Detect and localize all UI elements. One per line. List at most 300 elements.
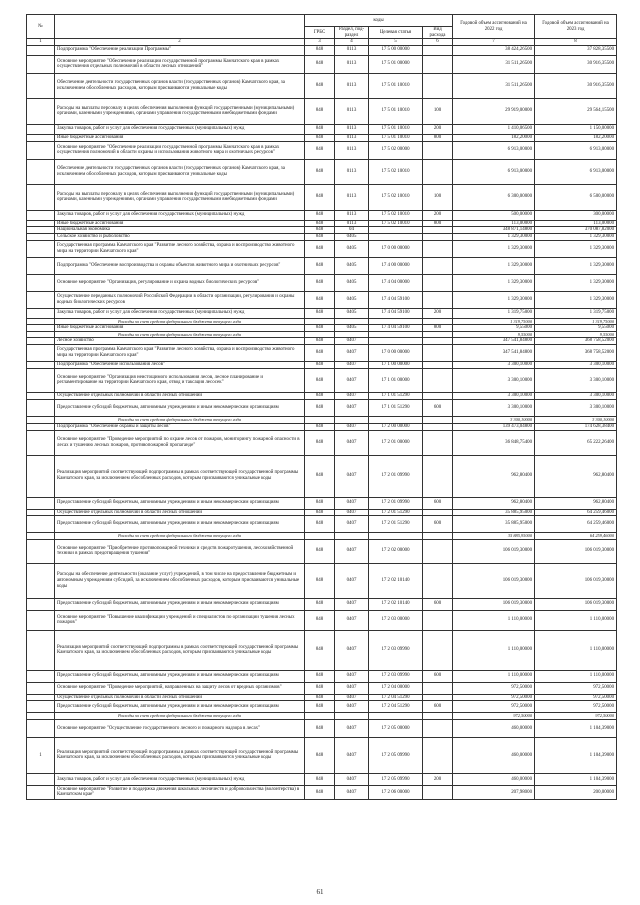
grbs-code: 848 [305,325,335,332]
section-code: 0407 [335,610,369,630]
target-code: 17 2 03 09990 [369,670,423,682]
row-number [27,134,55,141]
grbs-code [305,713,335,720]
amount-2022: 6 300,00000 [453,184,535,210]
amount-2022: 347 541,84800 [453,338,535,345]
expense-kind: 800 [423,220,453,227]
target-code: 17 2 01 51290 [369,516,423,533]
amount-2023: 1 104,39000 [535,719,617,737]
expense-kind [423,509,453,516]
grbs-code: 848 [305,308,335,318]
amount-2022: 962,80400 [453,497,535,509]
amount-2023: 64 259,46000 [535,509,617,516]
section-code: 0407 [335,338,369,345]
amount-2023: 6 913,00000 [535,159,617,184]
target-code: 17 5 01 00000 [369,55,423,73]
amount-2022: 106 019,30000 [453,598,535,610]
table-row [27,55,617,73]
section-code: 0407 [335,682,369,694]
section-code: 0407 [335,368,369,392]
expense-kind [423,361,453,368]
grbs-code: 848 [305,184,335,210]
section-code: 0407 [335,361,369,368]
expense-name: Предоставление субсидий бюджетным, автономным учреждениям и иным некоммерческим организациям [55,516,305,533]
target-code: 17 2 04 00000 [369,682,423,694]
target-code [369,331,423,338]
row-number [27,598,55,610]
expense-kind [423,563,453,598]
row-number [27,773,55,785]
target-code: 17 4 04 59100 [369,325,423,332]
grbs-code: 848 [305,430,335,455]
expense-kind [423,240,453,257]
grbs-code [305,416,335,423]
expense-name: Основное мероприятие "Приобретение противопожарной техники и средств пожаротушения, лесохозяйственной техники в рамках предотвращения тушения" [55,539,305,563]
target-code: 17 1 01 51290 [369,399,423,416]
section-code: 0407 [335,539,369,563]
amount-2022: 3 300,10000 [453,392,535,399]
row-number [27,361,55,368]
grbs-code: 848 [305,134,335,141]
target-code: 17 2 04 51290 [369,701,423,713]
amount-2023: 29 564,15500 [535,98,617,124]
grbs-code: 848 [305,45,335,55]
section-code: 0113 [335,184,369,210]
row-number [27,509,55,516]
grbs-code: 848 [305,233,335,240]
table-row [27,773,617,785]
section-code: 0407 [335,773,369,785]
expense-kind [423,785,453,799]
target-code: 17 2 03 09990 [369,630,423,670]
grbs-code: 848 [305,682,335,694]
section-code: 0405 [335,274,369,291]
expense-kind [423,227,453,234]
amount-2023: 1 319,75000 [535,308,617,318]
amount-2023: 1 329,30000 [535,257,617,274]
amount-2023: 300,00000 [535,210,617,220]
target-code: 17 2 02 10140 [369,563,423,598]
amount-2023: 972,50000 [535,701,617,713]
grbs-code: 848 [305,423,335,430]
amount-2023: 106 019,30000 [535,598,617,610]
target-code [369,533,423,540]
row-number [27,318,55,325]
grbs-code: 848 [305,291,335,308]
expense-name: Предоставление субсидий бюджетным, автономным учреждениям и иным некоммерческим организациям [55,701,305,713]
funding-note: Расходы за счет средств федерального бюджета текущего года [55,416,305,423]
amount-2022: 35 885,95000 [453,516,535,533]
section-code: 0405 [335,325,369,332]
amount-2022: 3 300,10000 [453,416,535,423]
row-number [27,45,55,55]
col-index: 5 [369,39,423,46]
funding-note-row [27,533,617,540]
amount-2022: 1 329,30000 [453,233,535,240]
section-code: 0407 [335,344,369,361]
expense-kind: 200 [423,210,453,220]
table-row [27,610,617,630]
row-number [27,670,55,682]
col-index: 1 [27,39,55,46]
row-number [27,344,55,361]
section-code: 0405 [335,308,369,318]
amount-2023: 30 916,35500 [535,73,617,98]
row-number [27,610,55,630]
row-number [27,694,55,701]
section-code: 0407 [335,399,369,416]
section-code: 0407 [335,509,369,516]
row-number [27,227,55,234]
funding-note: Расходы за счет средств федерального бюджета текущего года [55,533,305,540]
amount-2023: 37 828,35500 [535,45,617,55]
target-code: 17 4 00 00000 [369,257,423,274]
table-row [27,159,617,184]
target-code: 17 2 05 09990 [369,773,423,785]
amount-2023: 6 913,00000 [535,141,617,159]
amount-2022: 1 329,30000 [453,291,535,308]
expense-name: Осуществление отдельных полномочий в области лесных отношений [55,509,305,516]
amount-2023: 174 628,38400 [535,423,617,430]
amount-2023: 1 329,30000 [535,233,617,240]
table-row [27,682,617,694]
expense-kind [423,737,453,773]
col-codes: коды [305,15,453,27]
expense-kind [423,368,453,392]
expense-kind [423,416,453,423]
target-code: 17 1 01 00000 [369,368,423,392]
row-number [27,184,55,210]
section-code: 04 [335,227,369,234]
expense-name: Подпрограмма "Обеспечение охраны и защиты лесов" [55,423,305,430]
expense-kind [423,713,453,720]
expense-kind [423,338,453,345]
table-row [27,98,617,124]
amount-2023: 1 110,00000 [535,610,617,630]
table-row [27,630,617,670]
section-code: 0407 [335,670,369,682]
amount-2022: 3 300,10000 [453,361,535,368]
table-row [27,73,617,98]
grbs-code: 848 [305,257,335,274]
amount-2023: 6 500,00000 [535,184,617,210]
expense-kind [423,610,453,630]
expense-name: Национальная экономика [55,227,305,234]
target-code: 17 4 04 59100 [369,308,423,318]
expense-name: Подпрограмма "Обеспечение воспроизводства и охраны объектов животного мира и охотничьих ресурсов" [55,257,305,274]
table-row [27,184,617,210]
row-number [27,368,55,392]
grbs-code: 848 [305,737,335,773]
table-row [27,455,617,497]
amount-2023: 1 150,00000 [535,124,617,134]
funding-note: Расходы за счет средств федерального бюджета текущего года [55,713,305,720]
section-code: 0405 [335,257,369,274]
table-row [27,220,617,227]
budget-table [26,14,617,800]
row-number [27,713,55,720]
row-number [27,430,55,455]
table-row [27,325,617,332]
amount-2023: 1 319,75000 [535,318,617,325]
target-code: 17 2 01 09990 [369,455,423,497]
expense-kind [423,257,453,274]
grbs-code [305,318,335,325]
expense-name: Закупка товаров, работ и услуг для обеспечения государственных (муниципальных) нужд [55,773,305,785]
amount-2022: 9,55000 [453,325,535,332]
expense-kind [423,392,453,399]
expense-name: Предоставление субсидий бюджетным, автономным учреждениям и иным некоммерческим организациям [55,670,305,682]
amount-2023: 65 222,26400 [535,430,617,455]
section-code: 0405 [335,240,369,257]
amount-2023: 1 104,39000 [535,773,617,785]
table-row [27,233,617,240]
expense-name: Обеспечение деятельности государственных органов власти (государственных органов) Камчатского края, за исключением обособленных расходов, которым присваиваются уникальные коды [55,73,305,98]
expense-name: Основное мероприятие "Повышение квалификации учреждений и специалистов по организации тушения лесных пожаров" [55,610,305,630]
amount-2023: 64 259,46000 [535,533,617,540]
row-number [27,630,55,670]
section-code: 0113 [335,124,369,134]
section-code: 0407 [335,497,369,509]
column-index-row [27,39,617,46]
row-number [27,563,55,598]
target-code: 17 2 05 00000 [369,719,423,737]
expense-name: Закупка товаров, работ и услуг для обеспечения государственных (муниципальных) нужд [55,210,305,220]
table-row [27,509,617,516]
expense-kind [423,274,453,291]
section-code: 0113 [335,98,369,124]
amount-2022: 3 300,10000 [453,368,535,392]
grbs-code: 848 [305,785,335,799]
target-code: 17 5 00 00000 [369,45,423,55]
amount-2022: 9,55000 [453,331,535,338]
expense-name: Подпрограмма "Обеспечение использования лесов" [55,361,305,368]
expense-kind [423,719,453,737]
section-code: 0113 [335,159,369,184]
table-row [27,344,617,361]
amount-2022: 1 329,30000 [453,240,535,257]
expense-kind [423,682,453,694]
target-code: 17 5 02 10010 [369,159,423,184]
target-code: 17 5 02 10010 [369,220,423,227]
col-index: 2 [55,39,305,46]
section-code: 0407 [335,785,369,799]
amount-2023: 368 758,52000 [535,344,617,361]
amount-2023: 3 300,10000 [535,368,617,392]
expense-name: Государственная программа Камчатского края "Развитие лесного хозяйства, охрана и воспроизводство животного мира на территории Камчатского края" [55,240,305,257]
col-index: 6 [423,39,453,46]
expense-kind: 100 [423,184,453,210]
section-code: 0407 [335,694,369,701]
row-number [27,220,55,227]
amount-2022: 1 110,00000 [453,630,535,670]
row-number [27,159,55,184]
grbs-code: 848 [305,220,335,227]
amount-2022: 348 871,14800 [453,227,535,234]
section-code [335,318,369,325]
expense-name: Реализация мероприятий соответствующей подпрограммы в рамках соответствующей государственной программы Камчатского края, за исключением обособленных расходов, которым присваиваются уникальные коды [55,455,305,497]
expense-name: Предоставление субсидий бюджетным, автономным учреждениям и иным некоммерческим организациям [55,598,305,610]
section-code [335,416,369,423]
amount-2023: 972,50000 [535,713,617,720]
expense-kind: 800 [423,134,453,141]
amount-2022: 460,00000 [453,719,535,737]
table-row [27,274,617,291]
grbs-code: 848 [305,141,335,159]
target-code: 17 2 02 00000 [369,539,423,563]
row-number [27,141,55,159]
amount-2022: 962,80400 [453,455,535,497]
section-code: 0113 [335,210,369,220]
section-code: 0407 [335,630,369,670]
amount-2022: 1 410,06500 [453,124,535,134]
table-row [27,719,617,737]
expense-name: Реализация мероприятий соответствующей подпрограммы в рамках соответствующей государственной программы Камчатского края, за исключением обособленных расходов, которым присваиваются уникальные коды [55,630,305,670]
target-code [369,233,423,240]
expense-kind: 600 [423,670,453,682]
amount-2023: 9,55000 [535,325,617,332]
grbs-code: 848 [305,73,335,98]
expense-name: Расходы на выплаты персоналу в целях обеспечения выполнения функций государственными (муниципальными) органами, казенными учреждениями, органами управления государственными внебюджетными фондами [55,184,305,210]
expense-kind: 600 [423,598,453,610]
expense-name: Подпрограмма "Обеспечение реализации Программы" [55,45,305,55]
section-code: 0407 [335,598,369,610]
grbs-code: 848 [305,630,335,670]
amount-2023: 962,80400 [535,455,617,497]
table-row [27,141,617,159]
target-code: 17 5 01 10010 [369,134,423,141]
expense-name: Закупка товаров, работ и услуг для обеспечения государственных (муниципальных) нужд [55,124,305,134]
section-code: 0407 [335,737,369,773]
col-volume-2022: Годовой объем ассигнований на 2022 год [453,15,535,39]
grbs-code: 848 [305,159,335,184]
grbs-code [305,331,335,338]
col-index: 3 [305,39,335,46]
amount-2022: 29 919,00000 [453,98,535,124]
grbs-code: 848 [305,598,335,610]
expense-name: Основное мероприятие "Проведение мероприятий, направленных на защиту лесов от вредных организмов" [55,682,305,694]
target-code: 17 2 02 10140 [369,598,423,610]
grbs-code: 848 [305,497,335,509]
target-code: 17 0 00 00000 [369,344,423,361]
amount-2022: 972,50000 [453,701,535,713]
section-code: 0405 [335,233,369,240]
expense-kind: 600 [423,399,453,416]
expense-name: Основное мероприятие "Развитие и поддержка движения школьных лесничеств и добровольчества (волонтерства) в Камчатском крае" [55,785,305,799]
budget-sheet [26,14,616,800]
amount-2022: 460,00000 [453,773,535,785]
section-code: 0407 [335,516,369,533]
table-row [27,227,617,234]
table-row [27,45,617,55]
amount-2022: 106 019,30000 [453,563,535,598]
table-row [27,539,617,563]
target-code [369,318,423,325]
section-code [335,331,369,338]
target-code: 17 0 00 00000 [369,240,423,257]
table-row [27,423,617,430]
expense-kind [423,694,453,701]
amount-2023: 106 019,30000 [535,539,617,563]
amount-2022: 460,00000 [453,737,535,773]
target-code: 17 1 00 00000 [369,361,423,368]
amount-2022: 207,98000 [453,785,535,799]
row-number [27,533,55,540]
amount-2023: 3 300,10000 [535,361,617,368]
expense-name: Иные бюджетные ассигнования [55,134,305,141]
expense-name: Иные бюджетные ассигнования [55,220,305,227]
row-number [27,257,55,274]
amount-2023: 106 019,30000 [535,563,617,598]
amount-2022: 35 885,95000 [453,509,535,516]
amount-2022: 972,50000 [453,713,535,720]
expense-name: Основное мероприятие "Организация, регулирование и охрана водных биологических ресурсов" [55,274,305,291]
amount-2022: 31 511,26500 [453,55,535,73]
row-number [27,291,55,308]
table-row [27,497,617,509]
expense-kind [423,430,453,455]
expense-kind [423,55,453,73]
target-code: 17 5 02 10010 [369,210,423,220]
expense-kind: 100 [423,98,453,124]
expense-kind [423,630,453,670]
expense-kind: 600 [423,516,453,533]
row-number: 1 [27,737,55,773]
amount-2023: 1 110,00000 [535,670,617,682]
table-row [27,516,617,533]
row-number [27,539,55,563]
target-code [369,338,423,345]
expense-name: Лесное хозяйство [55,338,305,345]
table-row [27,701,617,713]
section-code [335,713,369,720]
amount-2023: 972,50000 [535,682,617,694]
funding-note: Расходы за счет средств федерального бюджета текущего года [55,318,305,325]
table-row [27,694,617,701]
amount-2022: 500,00000 [453,210,535,220]
expense-name: Реализация мероприятий соответствующей подпрограммы в рамках соответствующей государственной программы Камчатского края, за исключением обособленных расходов, которым присваиваются уникальные коды [55,737,305,773]
grbs-code: 848 [305,392,335,399]
target-code: 17 1 01 51290 [369,392,423,399]
target-code: 17 2 05 09990 [369,737,423,773]
table-row [27,240,617,257]
row-number [27,392,55,399]
section-code: 0113 [335,45,369,55]
row-number [27,98,55,124]
funding-note-row [27,416,617,423]
expense-name: Государственная программа Камчатского края "Развитие лесного хозяйства, охрана и воспроизводство животного мира на территории Камчатского края" [55,344,305,361]
expense-name: Расходы на выплаты персоналу в целях обеспечения выполнения функций государственными (муниципальными) органами, казенными учреждениями, органами управления государственными внебюджетными фондами [55,98,305,124]
expense-kind [423,331,453,338]
row-number [27,73,55,98]
col-index: 4 [335,39,369,46]
col-index: 8 [535,39,617,46]
expense-name: Осуществление отдельных полномочий в области лесных отношений [55,694,305,701]
funding-note-row [27,331,617,338]
table-row [27,308,617,318]
target-code: 17 2 06 00000 [369,785,423,799]
grbs-code: 848 [305,338,335,345]
row-number [27,210,55,220]
grbs-code: 848 [305,98,335,124]
target-code: 17 2 01 00000 [369,430,423,455]
amount-2022: 113,00000 [453,220,535,227]
section-code: 0407 [335,455,369,497]
col-number: № [27,15,55,39]
grbs-code: 848 [305,361,335,368]
expense-name: Расходы на обеспечение деятельности (оказание услуг) учреждений, в том числе на предоставление бюджетным и автономным учреждениям субсидий, за исключением обособленных расходов, которым присваиваются уникальные коды [55,563,305,598]
grbs-code: 848 [305,516,335,533]
